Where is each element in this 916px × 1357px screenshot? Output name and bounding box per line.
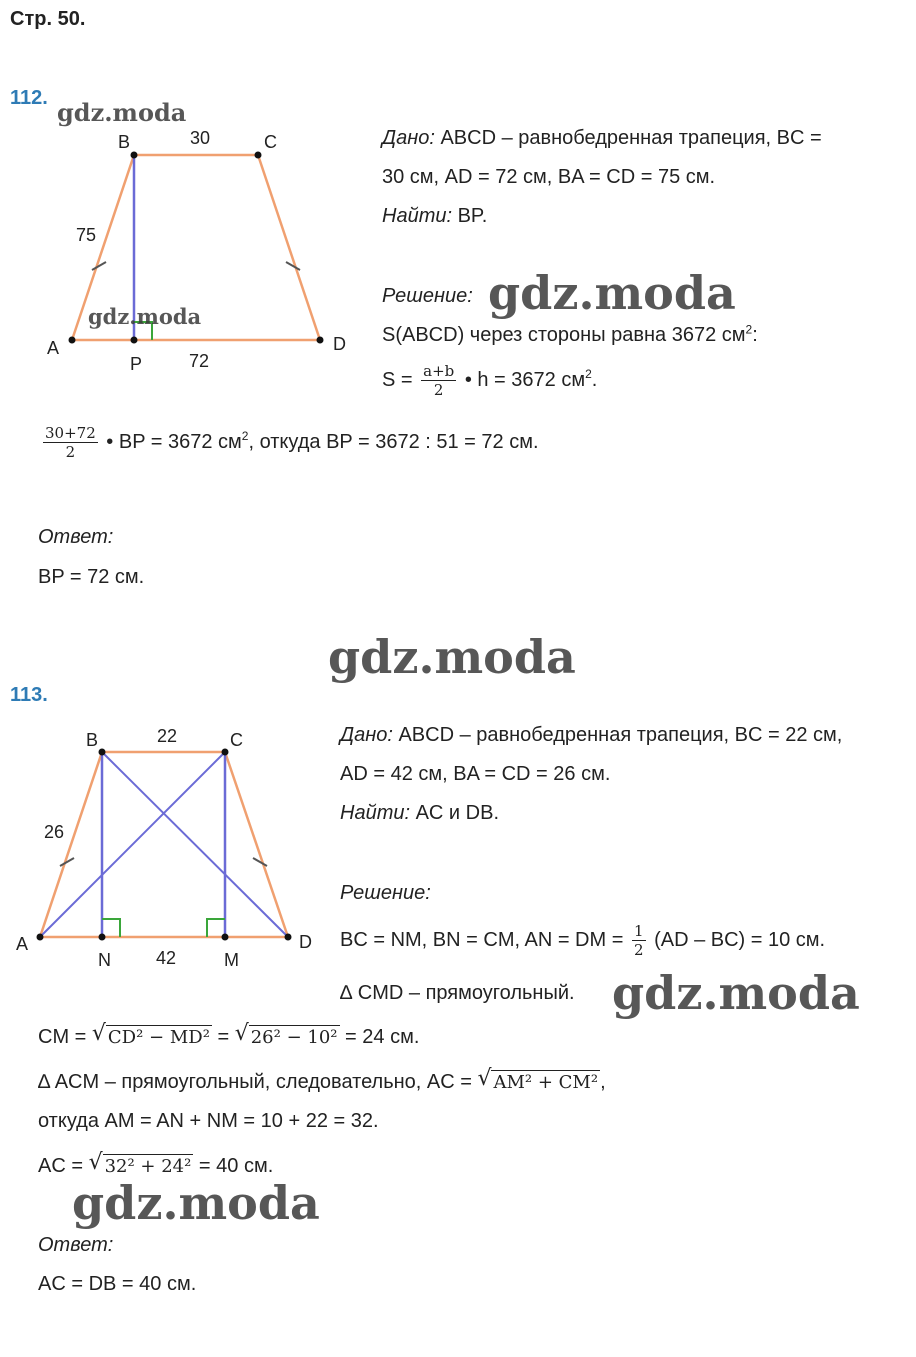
fraction-half [632,922,646,959]
solution-line-3 [38,1021,420,1050]
label-d: D [299,932,312,952]
fraction-numerator: a+b [423,362,455,380]
watermark: gdz.moda [57,98,187,127]
fraction-denominator: 2 [65,443,76,461]
solution-text: CM = [38,1026,92,1048]
watermark: gdz.moda [328,630,576,684]
label-p: P [130,354,143,374]
trapezoid-113-figure [0,720,330,980]
point-p [131,337,138,344]
solution-line-2: ∆ CMD – прямоугольный. [340,982,575,1004]
label-side-ad: 72 [189,351,210,371]
given-line-1 [340,723,842,747]
sqrt-argument: AM² + CM² [493,1072,599,1093]
side-cd [258,155,320,340]
formula-line [382,362,597,399]
fraction-numerator: 1 [633,922,644,940]
equals: = [211,1026,235,1048]
task-112-number: 112. [10,87,48,109]
task-113-number: 113. [10,684,48,706]
comma: , [600,1071,606,1093]
tick-mark-cd [253,858,267,866]
formula-h: • h = 3672 см [459,368,586,391]
superscript: 2 [745,322,753,337]
solution-line-4 [38,1066,606,1095]
sqrt-argument: 32² + 24² [104,1156,192,1177]
diagonal-bd [102,752,288,937]
point-d [317,337,324,344]
sqrt-symbol: √ [91,1021,106,1046]
superscript: 2 [585,367,592,382]
diagonal-ac [40,752,225,937]
answer-text: BP = 72 см. [38,566,145,588]
sqrt-symbol: √ [477,1066,492,1091]
dot: . [591,368,598,391]
trapezoid-112-figure [0,120,370,380]
point-a [69,337,76,344]
bp-text-1: • BP = 3672 см [100,430,242,453]
watermark: gdz.moda [88,304,202,329]
label-d: D [333,334,346,354]
answer-text: AC = DB = 40 см. [38,1273,197,1295]
solution-line-1 [340,922,825,959]
point-c [222,749,229,756]
find-text: AC и DB. [410,802,499,824]
given-line-1 [382,126,822,150]
given-label: Дано: [340,724,393,746]
label-a: A [47,338,60,358]
point-a [37,934,44,941]
given-text: ABCD – равнобедренная трапеция, BC = [434,127,822,149]
point-d [285,934,292,941]
side-cd [225,752,288,937]
formula-s: S = [382,368,419,391]
label-side-ab: 75 [76,225,97,245]
solution-text: ∆ ACM – прямоугольный, следовательно, AC = [38,1071,478,1093]
solution-text: = 40 см. [193,1155,274,1177]
given-line-2: AD = 42 см, BA = CD = 26 см. [340,763,611,785]
sqrt-symbol: √ [234,1021,249,1046]
given-text: ABCD – равнобедренная трапеция, BC = 22 см, [392,724,843,746]
fraction-sum [43,424,98,461]
label-n: N [98,950,111,970]
side-ab [40,752,102,937]
given-label: Дано: [382,127,435,149]
point-n [99,934,106,941]
find-label: Найти: [340,802,411,824]
label-b: B [86,730,99,750]
solution-label: Решение: [382,285,473,307]
fraction-denominator: 2 [633,941,644,959]
superscript: 2 [241,429,249,444]
label-b: B [118,132,131,152]
given-line-2: 30 см, AD = 72 см, BA = CD = 75 см. [382,166,716,188]
area-text: S(ABCD) через стороны равна 3672 см [382,324,746,346]
solution-text: BC = NM, BN = CM, AN = DM = [340,928,629,951]
solution-line-5: откуда AM = AN + NM = 10 + 22 = 32. [38,1110,379,1132]
find-label: Найти: [382,205,453,227]
right-angle-mark-m [207,919,225,937]
label-side-nm: 42 [156,948,177,968]
find-line [340,801,499,825]
sqrt-expression [234,1021,340,1050]
fraction-denominator: 2 [433,381,444,399]
label-side-bc: 22 [157,726,178,746]
find-line [382,204,487,228]
label-side-ab: 26 [44,822,65,842]
watermark: gdz.moda [488,266,736,320]
fraction-ab [421,362,456,399]
solution-text: (AD – BC) = 10 см. [648,928,826,951]
page-reference: Стр. 50. [10,8,86,30]
answer-label: Ответ: [38,1234,114,1256]
point-b [99,749,106,756]
solution-label: Решение: [340,882,431,904]
sqrt-symbol: √ [88,1150,103,1175]
point-m [222,934,229,941]
label-side-bc: 30 [190,128,211,148]
watermark: gdz.moda [612,966,860,1020]
area-line [382,323,758,347]
solution-text: = 24 см. [339,1026,420,1048]
label-c: C [230,730,243,750]
bp-line [40,424,539,461]
right-angle-mark-n [102,919,120,937]
point-b [131,152,138,159]
solution-text: AC = [38,1155,89,1177]
fraction-numerator: 30+72 [45,424,96,442]
find-text: BP. [452,205,488,227]
sqrt-argument: CD² − MD² [107,1027,210,1048]
label-c: C [264,132,277,152]
label-a: A [16,934,29,954]
bp-text-2: , откуда BP = 3672 : 51 = 72 см. [248,430,539,453]
point-c [255,152,262,159]
sqrt-expression [477,1066,600,1095]
sqrt-expression [91,1021,212,1050]
sqrt-argument: 26² − 10² [250,1027,338,1048]
label-m: M [224,950,239,970]
colon: : [752,324,758,346]
answer-label: Ответ: [38,526,114,548]
watermark: gdz.moda [72,1176,320,1230]
